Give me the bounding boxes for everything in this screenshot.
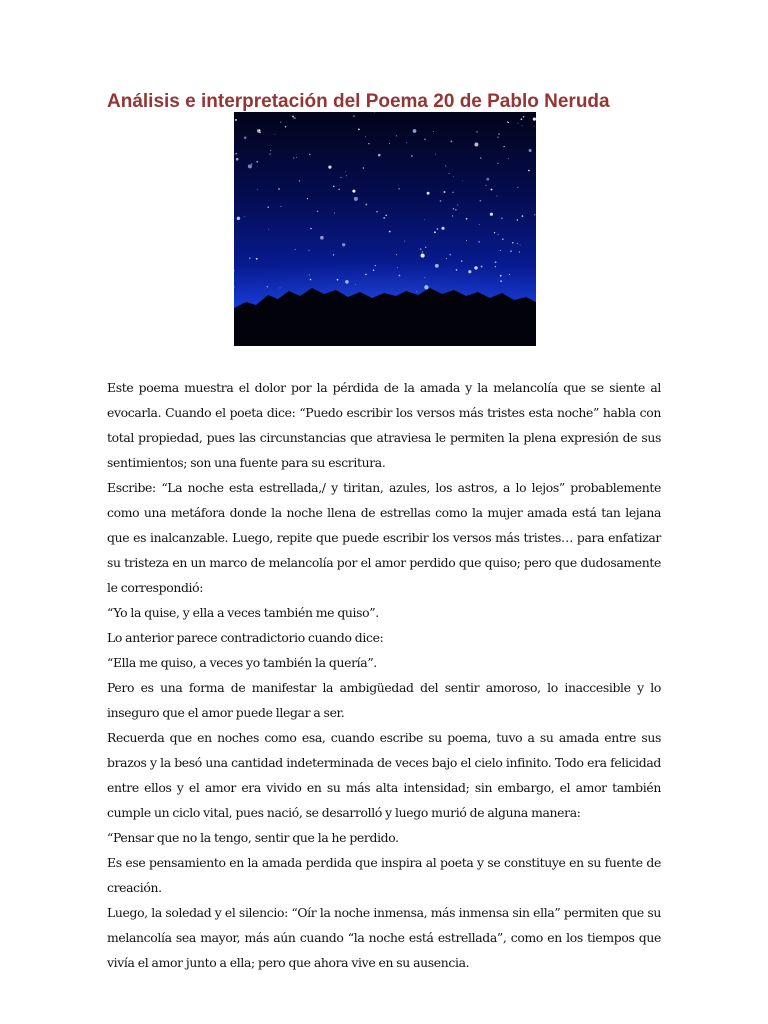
star	[338, 189, 339, 190]
star	[518, 123, 519, 124]
star	[523, 116, 524, 117]
star	[421, 254, 425, 258]
star	[334, 213, 335, 214]
star	[466, 240, 467, 241]
star	[248, 164, 252, 168]
star	[354, 197, 358, 201]
star	[267, 286, 269, 288]
quote-line: “Ella me quiso, a veces yo también la quería”.	[107, 655, 377, 670]
star	[476, 131, 477, 132]
star	[498, 234, 499, 235]
star	[495, 266, 496, 267]
star	[425, 277, 426, 278]
star	[345, 280, 348, 283]
star	[235, 119, 237, 121]
star	[425, 247, 426, 248]
star	[307, 198, 308, 199]
star	[368, 143, 369, 144]
star	[275, 134, 276, 135]
star	[345, 172, 346, 173]
star	[269, 153, 270, 154]
star	[522, 215, 524, 217]
star	[399, 188, 400, 189]
star	[294, 118, 295, 119]
star	[309, 274, 310, 275]
star	[404, 241, 405, 242]
star	[479, 224, 480, 225]
star	[502, 238, 504, 240]
star	[433, 131, 434, 132]
star	[383, 217, 385, 219]
star	[497, 137, 498, 138]
star	[365, 204, 367, 206]
star	[512, 242, 513, 243]
star	[520, 245, 521, 246]
star	[534, 126, 535, 127]
star	[508, 122, 509, 123]
star	[249, 257, 251, 259]
star	[234, 270, 235, 271]
star	[435, 154, 436, 155]
star	[413, 129, 417, 133]
star	[365, 274, 367, 276]
star	[270, 150, 271, 151]
star	[373, 269, 374, 270]
star	[500, 280, 502, 282]
star	[453, 208, 455, 210]
paragraph: Recuerda que en noches como esa, cuando escribe su poema, tuvo a su amada entre sus brazos y la besó una cantidad indeterminada de veces bajo el cielo infinito. Todo era felicidad entre ellos y el amor era vivido en su más alta intensidad; sin embargo, el amor también cumple un ciclo vital, pues nació, se desarrolló y luego murió de alguna manera:	[107, 730, 661, 820]
star	[517, 243, 518, 244]
star	[480, 200, 482, 202]
star	[474, 143, 478, 147]
star	[466, 218, 468, 220]
star	[257, 189, 258, 190]
star	[295, 249, 296, 250]
star	[292, 116, 294, 118]
star	[358, 129, 360, 131]
star	[375, 265, 376, 266]
star	[474, 266, 477, 269]
star	[497, 163, 498, 164]
star	[495, 261, 497, 263]
star	[533, 118, 536, 121]
star	[509, 274, 510, 275]
star	[389, 231, 391, 233]
star	[529, 149, 532, 152]
star	[251, 163, 252, 164]
star	[340, 177, 341, 178]
star	[507, 121, 508, 122]
star	[440, 200, 442, 202]
star	[328, 165, 331, 168]
star	[457, 205, 458, 206]
star	[449, 254, 451, 256]
star	[310, 279, 312, 281]
body-text	[107, 375, 661, 975]
star	[481, 266, 483, 268]
star	[299, 180, 301, 182]
star	[333, 186, 335, 188]
star	[450, 140, 452, 142]
star	[411, 155, 413, 157]
star	[491, 189, 493, 191]
star	[437, 228, 439, 230]
star	[500, 275, 502, 277]
star	[462, 181, 463, 182]
star	[398, 185, 399, 186]
star	[420, 248, 422, 250]
star	[363, 167, 364, 168]
star	[365, 136, 366, 137]
star	[519, 251, 520, 252]
star	[528, 170, 530, 172]
star	[485, 185, 486, 186]
paragraph: Luego, la soledad y el silencio: “Oír la noche inmensa, más inmensa sin ella” permiten que su melancolía sea mayor, más aún cuando “la noche está estrellada”, como en los tiempos que vivía el amor junto a ella; pero que ahora vive en su ausencia.	[107, 905, 661, 970]
star	[500, 250, 501, 251]
star	[461, 260, 463, 262]
star	[522, 125, 523, 126]
star	[256, 258, 258, 260]
paragraph: Es ese pensamiento en la amada perdida que inspira al poeta y se constituye en su fuente de creación.	[107, 855, 661, 895]
star	[503, 146, 504, 147]
star	[517, 187, 518, 188]
star	[508, 158, 509, 159]
star	[236, 158, 239, 161]
quote-line: “Pensar que no la tengo, sentir que la he perdido.	[107, 830, 399, 845]
star	[424, 219, 425, 220]
star	[498, 133, 500, 135]
star	[478, 241, 480, 243]
star	[244, 136, 247, 139]
star	[510, 250, 512, 252]
star	[427, 192, 430, 195]
star	[501, 217, 502, 218]
star	[444, 191, 446, 193]
star	[280, 122, 281, 123]
star	[308, 250, 309, 251]
star	[446, 258, 447, 259]
star	[309, 154, 310, 155]
star	[317, 211, 319, 213]
star	[385, 215, 386, 216]
star	[353, 115, 355, 117]
star	[396, 254, 397, 255]
star	[267, 206, 269, 208]
star	[480, 157, 482, 159]
star	[455, 209, 457, 211]
star	[456, 269, 458, 271]
star	[256, 161, 258, 163]
star	[521, 118, 523, 120]
paragraph: Pero es una forma de manifestar la ambigüedad del sentir amoroso, lo inaccesible y lo inseguro que el amor puede llegar a ser.	[107, 680, 661, 720]
star	[397, 267, 398, 268]
star	[424, 285, 428, 289]
star	[416, 291, 417, 292]
star	[490, 213, 493, 216]
star	[396, 135, 397, 136]
star	[337, 279, 339, 281]
star	[320, 236, 324, 240]
star	[399, 275, 401, 277]
star	[378, 154, 381, 157]
star	[452, 215, 453, 216]
star	[352, 190, 355, 193]
star	[445, 165, 446, 166]
star	[342, 243, 345, 246]
star	[280, 206, 281, 207]
star	[244, 216, 245, 217]
star	[435, 264, 439, 268]
star	[235, 153, 236, 154]
star	[494, 232, 495, 233]
night-sky-image	[234, 112, 536, 346]
star	[497, 196, 498, 197]
star	[237, 217, 241, 221]
star	[452, 192, 453, 193]
paragraph: Lo anterior parece contradictorio cuando dice:	[107, 630, 384, 645]
star	[333, 254, 334, 255]
star	[406, 142, 407, 143]
quote-line: “Yo la quise, y ella a veces también me quiso”.	[107, 605, 379, 620]
star	[468, 270, 471, 273]
star	[424, 139, 425, 140]
star	[453, 176, 454, 177]
star	[293, 157, 294, 158]
star	[422, 251, 423, 252]
star	[280, 287, 281, 288]
star	[449, 173, 450, 174]
star	[534, 214, 535, 215]
paragraph: Este poema muestra el dolor por la pérdida de la amada y la melancolía que se siente al evocarla. Cuando el poeta dice: “Puedo escribir los versos más tristes esta noche” habla con total propiedad, pues las circunstancias que atraviesa le permiten la plena expresión de sus sentimientos; son una fuente para su escritura.	[107, 380, 661, 470]
star	[346, 175, 347, 176]
star	[285, 126, 286, 127]
document-title: Análisis e interpretación del Poema 20 de Pablo Neruda	[107, 91, 610, 112]
star	[441, 227, 444, 230]
star	[434, 231, 436, 233]
star	[376, 211, 377, 212]
star	[517, 219, 518, 220]
star	[355, 284, 356, 285]
paragraph: Escribe: “La noche esta estrellada,/ y tiritan, azules, los astros, a lo lejos” probablemente como una metáfora donde la noche llena de estrellas como la mujer amada está tan lejana que es inalcanzable. Luego, repite que puede escribir los versos más tristes… para enfatizar su tristeza en un marco de melancolía por el amor perdido que quiso; pero que dudosamente le correspondió:	[107, 480, 661, 595]
star	[486, 178, 489, 181]
star	[296, 157, 297, 158]
star	[389, 143, 390, 144]
star	[268, 229, 269, 230]
star	[259, 129, 261, 131]
star	[278, 188, 279, 189]
star	[310, 228, 311, 229]
